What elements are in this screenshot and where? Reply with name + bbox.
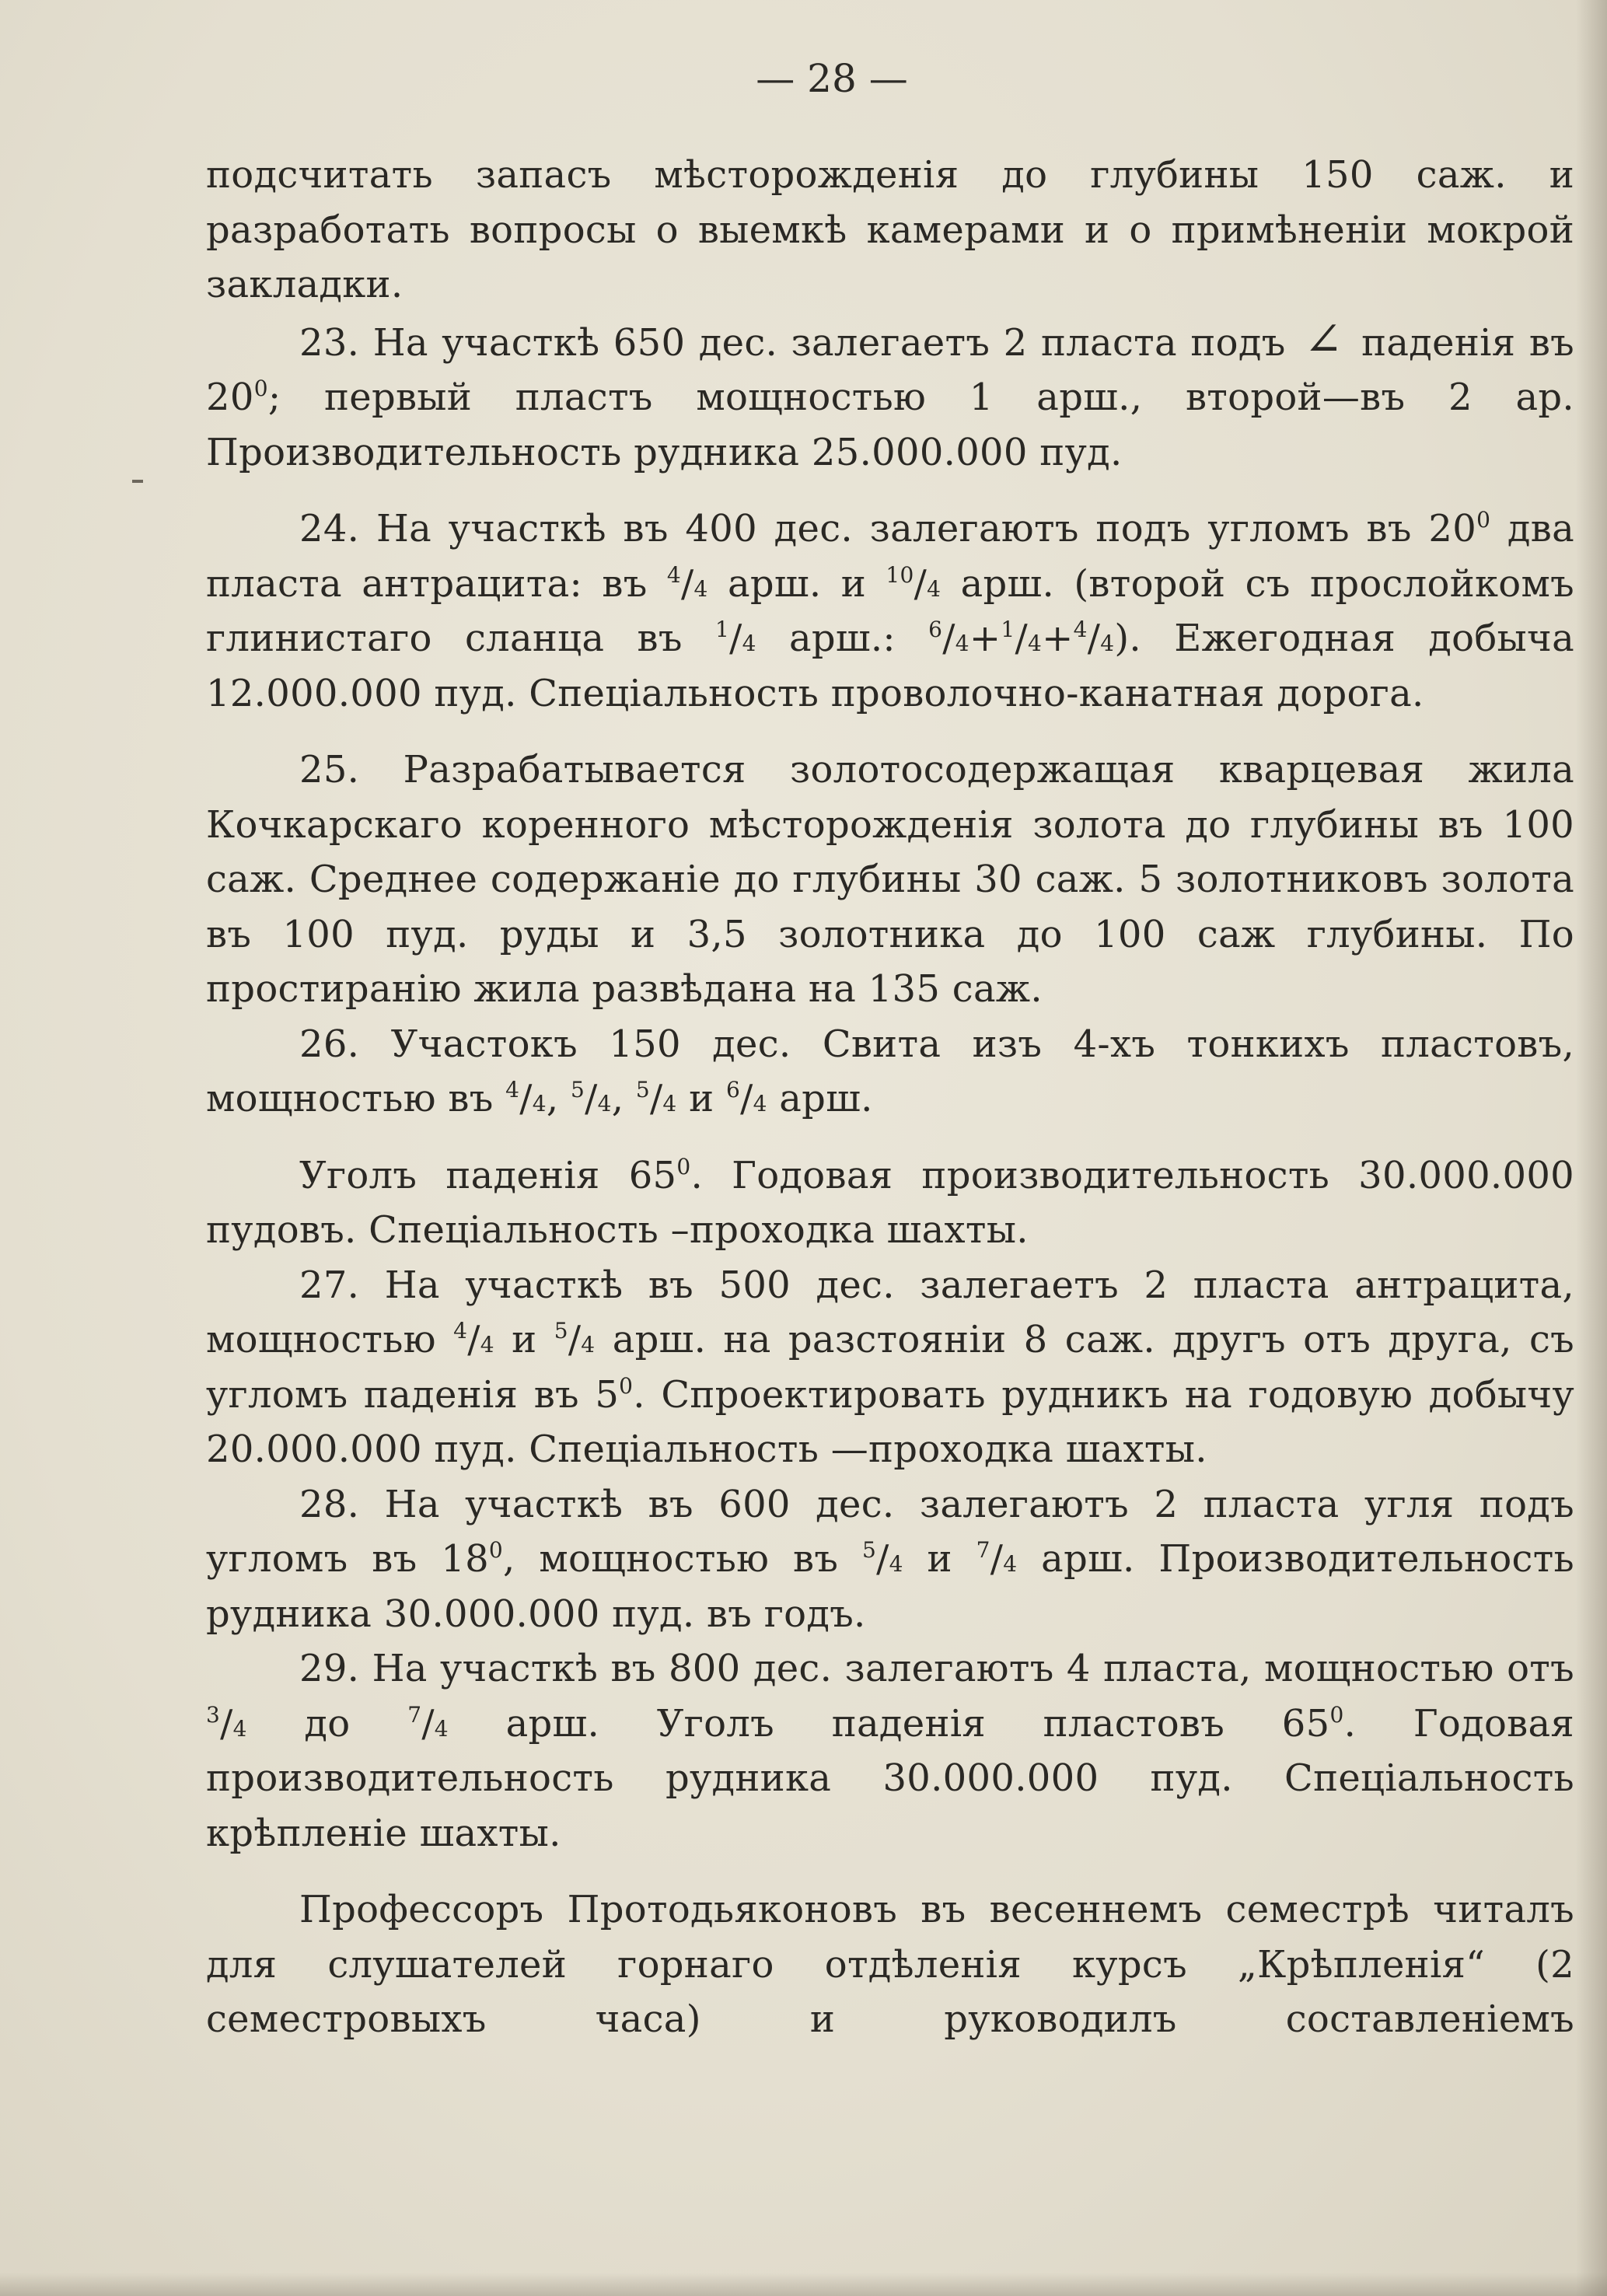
text-run: и [676,1077,726,1120]
text-run: ). Ежегодная добыча 12.000.000 пуд. Спеціальность проволочно-канатная дорога. [206,617,1575,715]
fraction-slash: / [1087,617,1101,660]
text-run: ; первый пластъ мощностью 1 арш., второй—въ 2 ар. Производительность рудника 25.000.000 пуд. [206,376,1574,474]
paragraph-24 [206,501,1574,721]
fraction-denominator: 4 [434,1715,449,1742]
fraction-denominator: 4 [955,631,969,656]
text-run: , [546,1077,571,1120]
fraction-denominator: 4 [232,1715,247,1742]
fraction-numerator: 1 [1001,617,1015,642]
text-run: два пласта антрацита: въ [206,507,1574,606]
text-run: арш. и [707,561,886,606]
paragraph-26 [206,1017,1574,1127]
fraction-numerator: 3 [206,1701,221,1728]
text-run: подсчитать запасъ мѣсторожденія до глубины 150 саж. и разработать вопросы о выемкѣ камерами и о примѣненіи мокрой закладки. [206,153,1574,306]
fraction-numerator: 4 [666,561,682,588]
degree-mark: 0 [676,1153,691,1179]
fraction-denominator: 4 [1028,631,1043,656]
text-run: , [611,1077,636,1120]
fraction-slash: / [729,617,742,660]
fraction-slash: / [585,1077,598,1120]
text-run: 27. На участкѣ въ 500 дес. залегаетъ 2 пласта антрацита, мощностью [206,1263,1574,1361]
angle-symbol: ∠ [1304,312,1343,367]
fraction-slash: / [990,1537,1004,1581]
page-number: — 28 — [756,56,908,101]
margin-mark [132,480,143,483]
text-run: паденія въ 20 [206,320,1574,419]
paragraph-intro [206,148,1574,313]
paragraph-26-cont [206,1148,1574,1258]
text-run: Профессоръ Протодьяконовъ въ весеннемъ семестрѣ читалъ для слушателей горнаго отдѣленія курсъ „Крѣпленія“ (2 семестровыхъ часа) и руководилъ составленіемъ [206,1888,1574,2041]
fraction-denominator: 4 [662,1091,677,1117]
fraction-numerator: 4 [505,1077,520,1103]
text-run: 24. На участкѣ въ 400 дес. залегаютъ подъ угломъ въ 20 [299,507,1477,550]
degree-mark: 0 [488,1537,504,1563]
text-run: 28. На участкѣ въ 600 дес. залегаютъ 2 пласта угля подъ угломъ въ 18 [206,1482,1574,1581]
text-run: арш. Уголъ паденія пластовъ 65 [448,1701,1330,1746]
fraction-numerator: 4 [453,1318,468,1344]
fraction-denominator: 4 [889,1551,903,1577]
fraction-numerator: 5 [554,1318,568,1344]
body-text [206,148,1574,2047]
paragraph-29 [206,1641,1574,1861]
plus-sign: + [1042,617,1074,660]
fraction-slash: / [942,617,955,660]
page-bottom-shadow [0,2273,1607,2296]
fraction-denominator: 4 [927,575,941,602]
text-run: . Годовая производительность 30.000.000 пудовъ. Спеціальность –проходка шахты. [206,1153,1575,1252]
paragraph-28 [206,1477,1574,1642]
fraction-denominator: 4 [1100,631,1115,656]
fraction-slash: / [568,1318,582,1361]
text-run: арш. (второй съ прослойкомъ глинистаго сланца въ [206,561,1574,660]
text-run: 26. Участокъ 150 дес. Свита изъ 4-хъ тонкихъ пластовъ, мощностью въ [206,1022,1574,1120]
text-run: . Спроектировать рудникъ на годовую добычу 20.000.000 пуд. Спеціальность —проходка шахты. [206,1372,1574,1471]
text-run: арш.: [756,617,929,660]
text-run: арш. [767,1077,873,1120]
text-run: 25. Разрабатывается золотосодержащая кварцевая жила Кочкарскаго коренного мѣсторожденія золота до глубины въ 100 саж. Среднее содержаніе до глубины 30 саж. 5 золотниковъ золота въ 100 пуд. руды и 3,5 золотника до 100 саж глубины. По простиранію жила развѣдана на 135 саж. [206,748,1574,1011]
fraction-numerator: 1 [714,617,730,642]
text-run: 29. На участкѣ въ 800 дес. залегаютъ 4 пласта, мощностью отъ [299,1647,1574,1690]
text-run: и [494,1318,554,1361]
fraction-denominator: 4 [753,1091,767,1117]
page-edge-shadow [1576,0,1607,2296]
fraction-slash: / [914,561,928,606]
text-run: , мощностью въ [503,1537,862,1581]
text-run: . Годовая производительность рудника 30.000.000 пуд. Спеціальность крѣпленіе шахты. [206,1701,1575,1855]
fraction-numerator: 7 [976,1537,990,1563]
fraction-numerator: 7 [407,1701,422,1728]
paragraph-27 [206,1258,1574,1477]
text-run: Уголъ паденія 65 [299,1153,677,1197]
fraction-numerator: 6 [928,617,943,642]
text-run: 23. На участкѣ 650 дес. залегаетъ 2 пласта подъ [299,320,1300,365]
paragraph-23 [206,313,1574,481]
fraction-denominator: 4 [1003,1551,1018,1577]
degree-mark: 0 [253,376,268,401]
fraction-numerator: 6 [725,1077,741,1103]
plus-sign: + [969,617,1001,660]
fraction-denominator: 4 [742,631,756,656]
fraction-slash: / [519,1077,533,1120]
degree-mark: 0 [1476,507,1491,533]
fraction-denominator: 4 [597,1091,612,1117]
paragraph-25 [206,743,1574,1017]
fraction-denominator: 4 [480,1332,494,1358]
fraction-slash: / [421,1701,435,1746]
fraction-slash: / [649,1077,663,1120]
fraction-slash: / [220,1701,233,1746]
fraction-numerator: 5 [635,1077,650,1103]
degree-mark: 0 [619,1372,634,1399]
degree-mark: 0 [1329,1701,1344,1728]
fraction-numerator: 10 [886,561,914,588]
fraction-denominator: 4 [693,575,708,602]
fraction-denominator: 4 [581,1332,596,1358]
fraction-denominator: 4 [532,1091,547,1117]
fraction-slash: / [1015,617,1028,660]
fraction-numerator: 4 [1073,617,1088,642]
text-run: и [903,1537,976,1581]
fraction-slash: / [681,561,694,606]
fraction-numerator: 5 [570,1077,585,1103]
fraction-slash: / [740,1077,753,1120]
fraction-slash: / [876,1537,889,1581]
fraction-numerator: 5 [862,1537,877,1563]
fraction-slash: / [467,1318,480,1361]
text-run: арш. на разстояніи 8 саж. другъ отъ друга, съ угломъ паденія въ 5 [206,1318,1574,1417]
text-run: арш. Производительность рудника 30.000.000 пуд. въ годъ. [206,1537,1574,1636]
paragraph-professor [206,1882,1574,2047]
text-run: до [246,1701,408,1746]
